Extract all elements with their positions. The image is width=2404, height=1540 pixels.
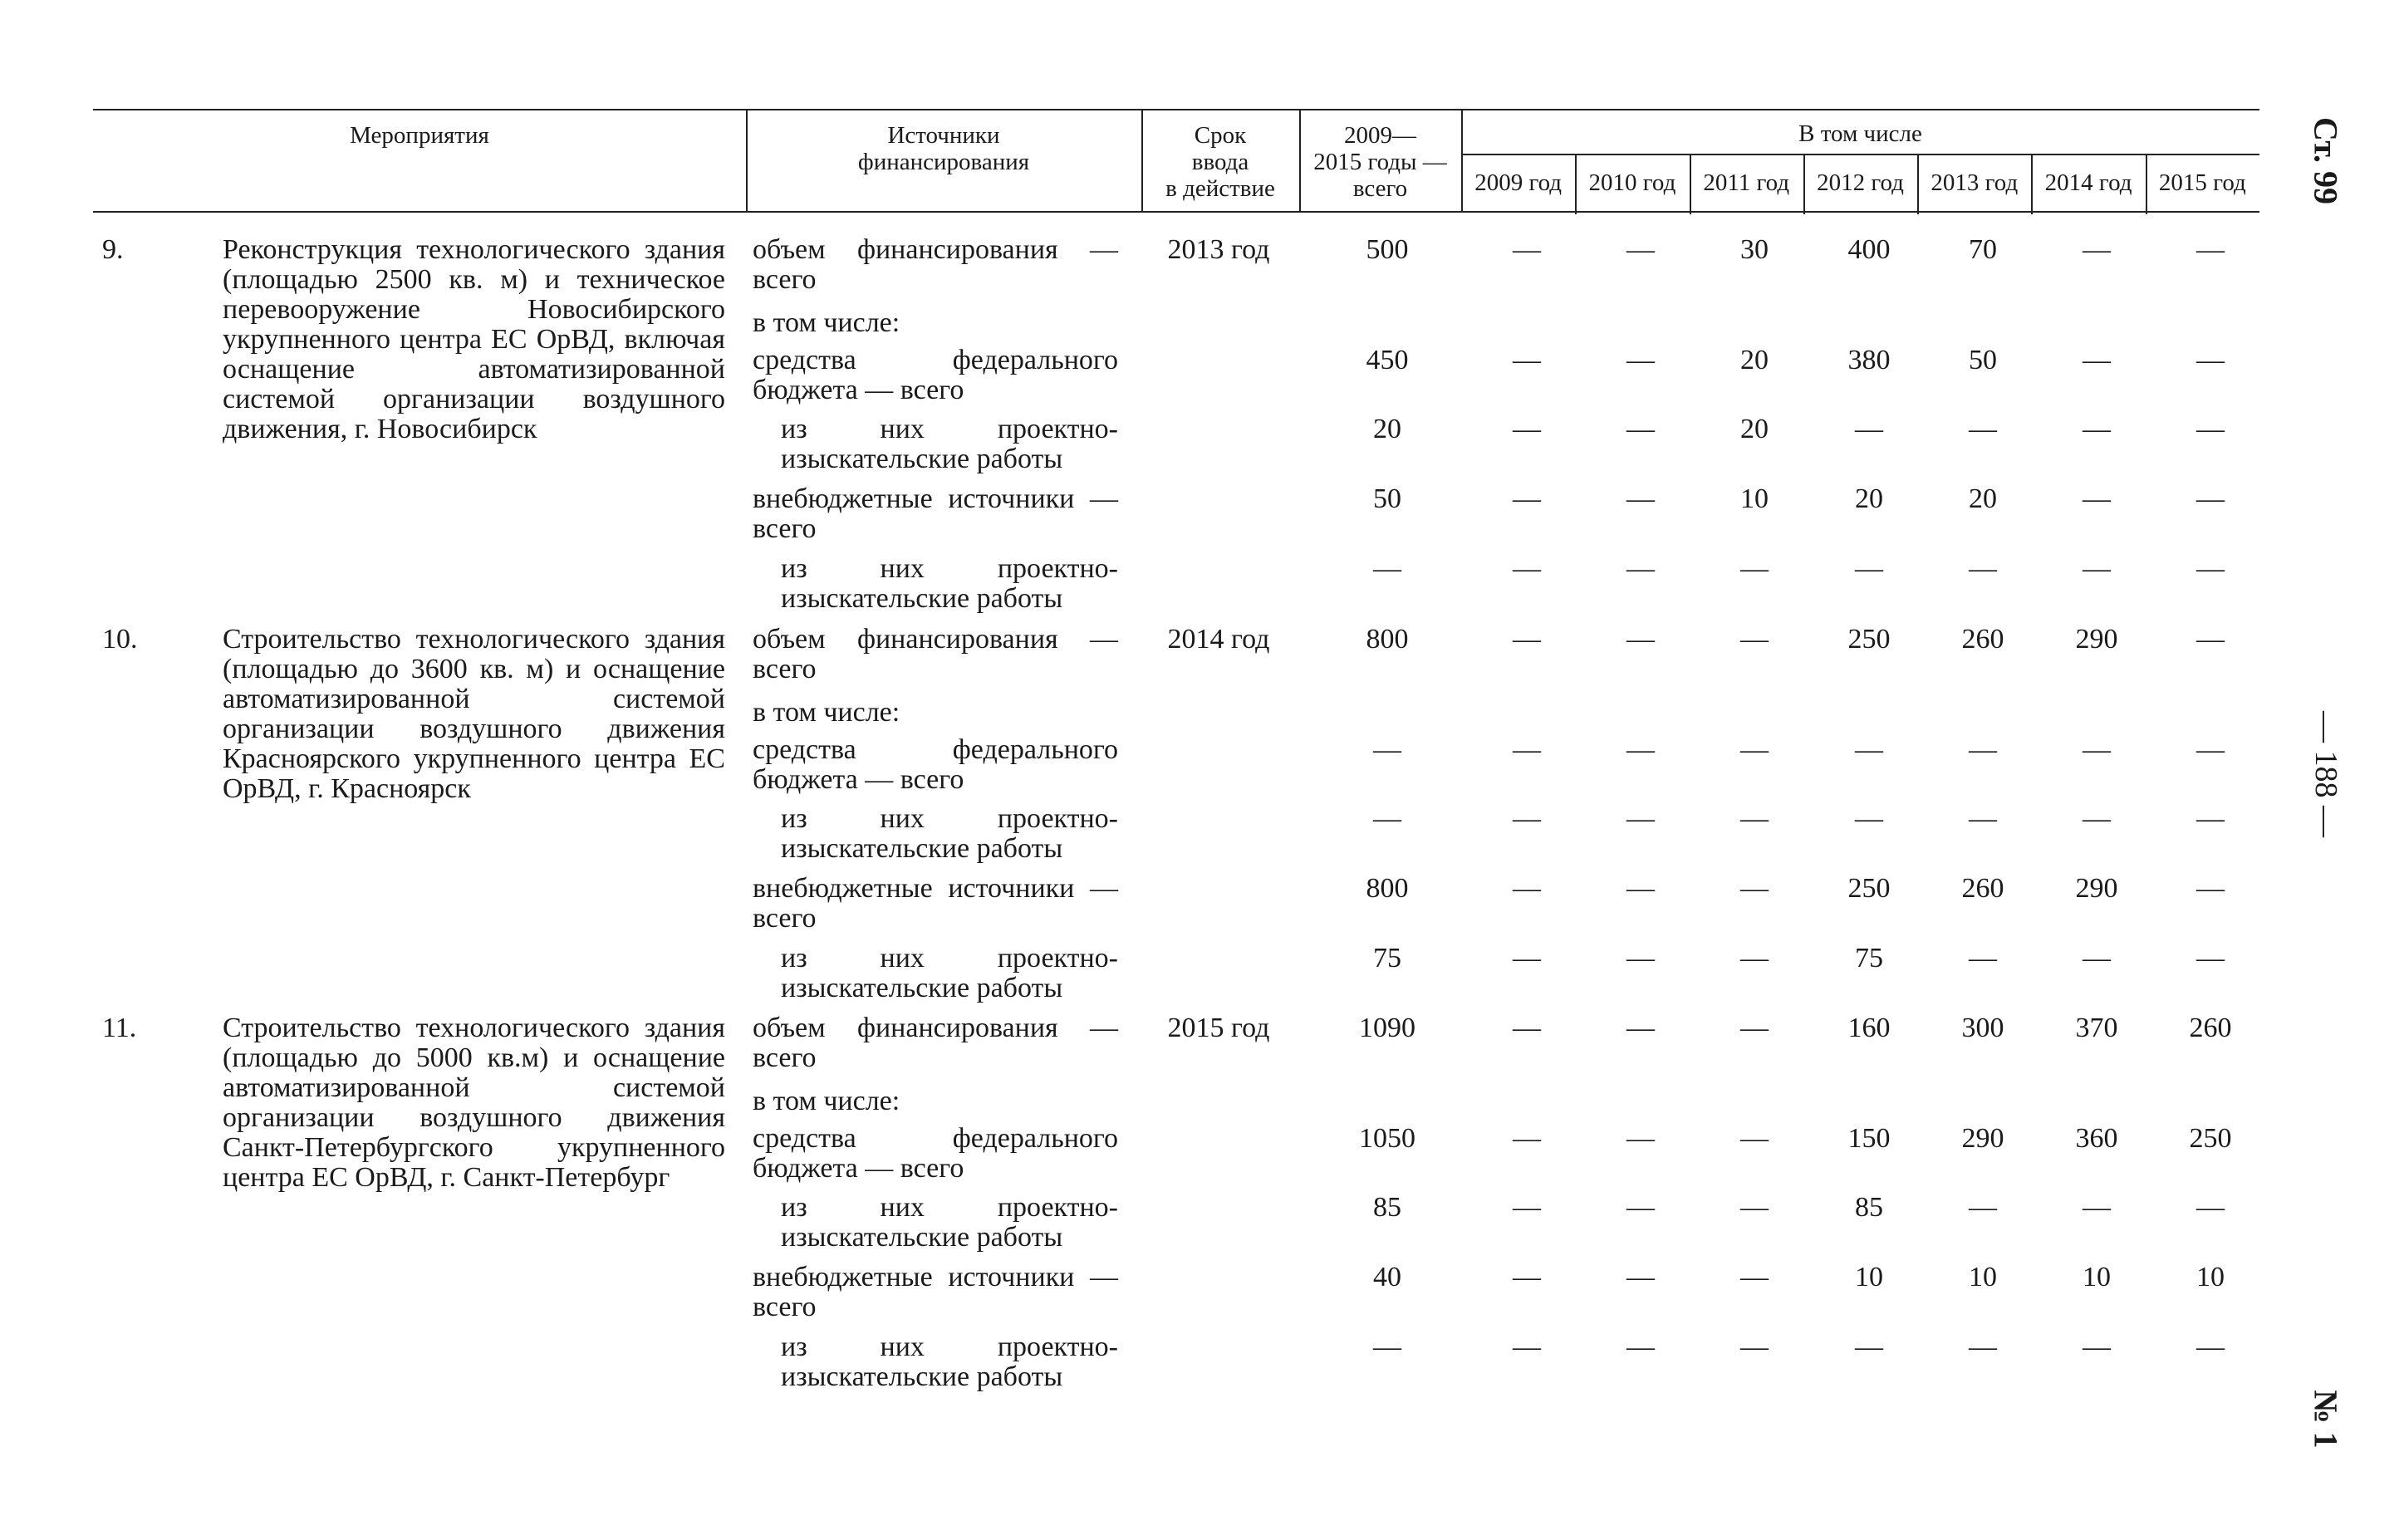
- value-cell: —: [1513, 1192, 1541, 1223]
- value-cell: 370: [2075, 1013, 2118, 1043]
- funding-source: в том числе:: [753, 697, 900, 728]
- value-cell: 75: [1373, 943, 1401, 974]
- item-term: 2015 год: [1167, 1013, 1270, 1043]
- value-cell: —: [2083, 803, 2111, 834]
- value-cell: —: [1969, 943, 1997, 974]
- value-cell: —: [1626, 624, 1655, 655]
- value-cell: —: [1740, 553, 1769, 584]
- header-year: 2010 год: [1588, 169, 1676, 196]
- value-cell: —: [1740, 943, 1769, 974]
- value-cell: —: [1626, 345, 1655, 375]
- value-cell: —: [1740, 624, 1769, 655]
- value-cell: 160: [1847, 1013, 1891, 1043]
- value-cell: 20: [1740, 345, 1769, 375]
- funding-source: из них проектно-изыскательские работы: [781, 553, 1118, 614]
- header-total-line3: всего: [1352, 175, 1408, 202]
- header-year: 2012 год: [1817, 169, 1904, 196]
- value-cell: —: [2196, 1192, 2225, 1223]
- value-cell: —: [1513, 553, 1541, 584]
- value-cell: —: [1373, 1332, 1401, 1362]
- value-cell: —: [1513, 1332, 1541, 1362]
- value-cell: —: [2196, 345, 2225, 375]
- value-cell: 70: [1969, 234, 1997, 265]
- value-cell: 75: [1855, 943, 1883, 974]
- value-cell: —: [1969, 414, 1997, 444]
- value-cell: —: [1513, 1013, 1541, 1043]
- value-cell: —: [1626, 1123, 1655, 1154]
- value-cell: —: [1626, 1192, 1655, 1223]
- value-cell: —: [1855, 734, 1883, 765]
- item-term: 2013 год: [1167, 234, 1270, 265]
- value-cell: —: [1626, 553, 1655, 584]
- funding-source: внебюджетные источники — всего: [753, 873, 1118, 934]
- header-year: 2015 год: [2158, 169, 2246, 196]
- value-cell: —: [1513, 734, 1541, 765]
- value-cell: 1050: [1359, 1123, 1415, 1154]
- value-cell: —: [1626, 483, 1655, 514]
- value-cell: 500: [1366, 234, 1409, 265]
- value-cell: —: [1740, 1332, 1769, 1362]
- header-year: 2011 год: [1703, 169, 1790, 196]
- value-cell: —: [1626, 234, 1655, 265]
- value-cell: —: [1373, 803, 1401, 834]
- value-cell: —: [2196, 553, 2225, 584]
- value-cell: 450: [1366, 345, 1409, 375]
- funding-source: средства федерального бюджета — всего: [753, 734, 1118, 795]
- item-number: 11.: [102, 1013, 137, 1043]
- value-cell: 360: [2075, 1123, 2118, 1154]
- header-total-line2: 2015 годы —: [1313, 149, 1447, 175]
- value-cell: —: [1855, 1332, 1883, 1362]
- value-cell: 290: [2075, 624, 2118, 655]
- funding-source: из них проектно-изыскательские работы: [781, 1332, 1118, 1392]
- value-cell: 380: [1847, 345, 1891, 375]
- value-cell: —: [1740, 803, 1769, 834]
- value-cell: 290: [2075, 873, 2118, 904]
- value-cell: —: [2196, 414, 2225, 444]
- value-cell: —: [1373, 553, 1401, 584]
- value-cell: 150: [1847, 1123, 1891, 1154]
- value-cell: —: [1513, 943, 1541, 974]
- value-cell: 20: [1740, 414, 1769, 444]
- value-cell: —: [1740, 734, 1769, 765]
- header-total-line1: 2009—: [1344, 122, 1416, 149]
- value-cell: —: [1740, 1123, 1769, 1154]
- value-cell: —: [2196, 734, 2225, 765]
- header-term: [1141, 110, 1299, 211]
- value-cell: —: [1740, 873, 1769, 904]
- value-cell: 20: [1373, 414, 1401, 444]
- value-cell: —: [1513, 414, 1541, 444]
- value-cell: —: [1513, 234, 1541, 265]
- funding-source: средства федерального бюджета — всего: [753, 1123, 1118, 1184]
- value-cell: 1090: [1359, 1013, 1415, 1043]
- value-cell: 10: [1740, 483, 1769, 514]
- value-cell: —: [1740, 1013, 1769, 1043]
- header-years-row: [1461, 154, 2259, 213]
- value-cell: 300: [1961, 1013, 2004, 1043]
- value-cell: 50: [1969, 345, 1997, 375]
- page-number: — 188 —: [2308, 711, 2343, 837]
- value-cell: —: [2196, 943, 2225, 974]
- value-cell: —: [1969, 803, 1997, 834]
- funding-source: из них проектно-изыскательские работы: [781, 414, 1118, 474]
- value-cell: —: [2083, 234, 2111, 265]
- value-cell: —: [1855, 803, 1883, 834]
- item-description: Строительство технологического здания (площадью до 3600 кв. м) и оснащение автоматизированной системой организации воздушного движения Красноярского укрупненного центра ЕС ОрВД, г. Красноярск: [223, 624, 725, 804]
- value-cell: —: [1513, 803, 1541, 834]
- value-cell: —: [2083, 943, 2111, 974]
- funding-source: средства федерального бюджета — всего: [753, 345, 1118, 405]
- value-cell: —: [1855, 414, 1883, 444]
- header-term-line1: Срок: [1194, 122, 1247, 149]
- table-header: [93, 109, 2259, 213]
- header-sources: [746, 110, 1141, 211]
- value-cell: —: [1969, 553, 1997, 584]
- value-cell: —: [1373, 734, 1401, 765]
- value-cell: —: [1626, 734, 1655, 765]
- value-cell: —: [2083, 414, 2111, 444]
- value-cell: —: [1626, 1262, 1655, 1292]
- value-cell: 20: [1969, 483, 1997, 514]
- value-cell: —: [2083, 483, 2111, 514]
- value-cell: —: [1969, 1332, 1997, 1362]
- value-cell: 20: [1855, 483, 1883, 514]
- value-cell: 250: [1847, 624, 1891, 655]
- value-cell: 290: [1961, 1123, 2004, 1154]
- value-cell: —: [2083, 1332, 2111, 1362]
- funding-source: объем финансирования — всего: [753, 1013, 1118, 1073]
- value-cell: 260: [1961, 873, 2004, 904]
- value-cell: —: [2083, 734, 2111, 765]
- value-cell: 50: [1373, 483, 1401, 514]
- item-term: 2014 год: [1167, 624, 1270, 655]
- funding-source: из них проектно-изыскательские работы: [781, 1192, 1118, 1253]
- item-description: Строительство технологического здания (площадью до 5000 кв.м) и оснащение автоматизированной системой организации воздушного движения Санкт-Петербургского укрупненного центра ЕС ОрВД, г. Санкт-Петербург: [223, 1013, 725, 1193]
- value-cell: —: [1855, 553, 1883, 584]
- value-cell: —: [1513, 483, 1541, 514]
- value-cell: —: [1626, 1332, 1655, 1362]
- funding-source: объем финансирования — всего: [753, 234, 1118, 295]
- funding-source: из них проектно-изыскательские работы: [781, 803, 1118, 864]
- value-cell: 250: [1847, 873, 1891, 904]
- funding-source: внебюджетные источники — всего: [753, 1262, 1118, 1322]
- value-cell: —: [1513, 345, 1541, 375]
- value-cell: —: [1513, 1262, 1541, 1292]
- header-sources-line2: финансирования: [857, 149, 1030, 175]
- value-cell: 250: [2189, 1123, 2232, 1154]
- value-cell: 40: [1373, 1262, 1401, 1292]
- value-cell: —: [2196, 803, 2225, 834]
- header-term-line2: ввода: [1191, 149, 1249, 175]
- value-cell: 85: [1855, 1192, 1883, 1223]
- header-term-line3: в действие: [1165, 175, 1275, 202]
- value-cell: 800: [1366, 624, 1409, 655]
- header-total: [1299, 110, 1461, 211]
- header-including: В том числе: [1798, 120, 1922, 147]
- header-year: 2014 год: [2044, 169, 2132, 196]
- value-cell: 260: [1961, 624, 2004, 655]
- item-number: 10.: [102, 624, 138, 655]
- value-cell: —: [1513, 624, 1541, 655]
- value-cell: —: [1740, 1192, 1769, 1223]
- funding-source: внебюджетные источники — всего: [753, 483, 1118, 544]
- value-cell: —: [2196, 624, 2225, 655]
- value-cell: —: [2083, 1192, 2111, 1223]
- value-cell: 30: [1740, 234, 1769, 265]
- value-cell: —: [2083, 345, 2111, 375]
- value-cell: —: [1626, 803, 1655, 834]
- value-cell: —: [1740, 1262, 1769, 1292]
- value-cell: —: [1513, 1123, 1541, 1154]
- funding-source: из них проектно-изыскательские работы: [781, 943, 1118, 1003]
- value-cell: 10: [1855, 1262, 1883, 1292]
- value-cell: —: [1969, 1192, 1997, 1223]
- value-cell: —: [1969, 734, 1997, 765]
- funding-source: объем финансирования — всего: [753, 624, 1118, 684]
- header-year: 2009 год: [1474, 169, 1563, 196]
- value-cell: —: [2196, 873, 2225, 904]
- value-cell: 10: [1969, 1262, 1997, 1292]
- item-number: 9.: [102, 234, 124, 265]
- value-cell: —: [2083, 553, 2111, 584]
- value-cell: —: [2196, 1332, 2225, 1362]
- header-year: 2013 год: [1931, 169, 2019, 196]
- value-cell: 800: [1366, 873, 1409, 904]
- header-sources-line1: Источники: [887, 122, 1000, 149]
- value-cell: —: [2196, 234, 2225, 265]
- value-cell: —: [1626, 1013, 1655, 1043]
- funding-source: в том числе:: [753, 1086, 900, 1116]
- value-cell: —: [1626, 414, 1655, 444]
- value-cell: 400: [1847, 234, 1891, 265]
- item-description: Реконструкция технологического здания (площадью 2500 кв. м) и техническое перевооружение Новосибирского укрупненного центра ЕС ОрВД, включая оснащение автоматизированной системой организации воздушного движения, г. Новосибирск: [223, 234, 725, 444]
- header-events: [93, 110, 746, 211]
- value-cell: 10: [2196, 1262, 2225, 1292]
- header-events-label: Мероприятия: [350, 122, 489, 149]
- value-cell: —: [2196, 483, 2225, 514]
- value-cell: —: [1513, 873, 1541, 904]
- value-cell: 85: [1373, 1192, 1401, 1223]
- issue-number: № 1: [2307, 1390, 2345, 1449]
- value-cell: —: [1626, 943, 1655, 974]
- value-cell: 260: [2189, 1013, 2232, 1043]
- value-cell: —: [1626, 873, 1655, 904]
- page-reference: Ст. 99: [2307, 117, 2345, 204]
- funding-source: в том числе:: [753, 307, 900, 338]
- value-cell: 10: [2083, 1262, 2111, 1292]
